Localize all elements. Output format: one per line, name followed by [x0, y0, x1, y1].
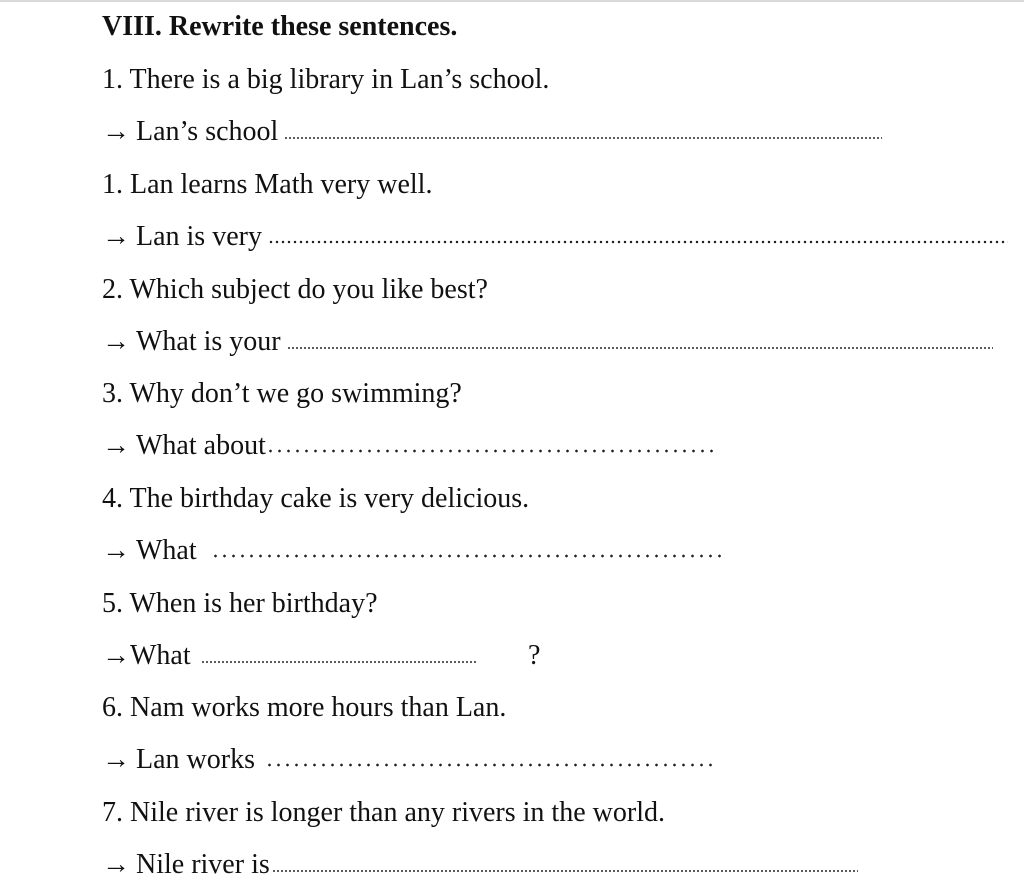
dotted-blank-1[interactable] — [284, 136, 882, 140]
question-mark: ? — [528, 640, 541, 671]
prompt-8: 7. Nile river is longer than any rivers in the world. — [102, 797, 665, 828]
answer-start-3: What is your — [136, 326, 281, 357]
prompt-5: 4. The birthday cake is very delicious. — [102, 483, 530, 514]
dotted-blank-6[interactable] — [201, 660, 477, 664]
prompt-4: 3. Why don’t we go swimming? — [102, 378, 462, 409]
arrow-icon: → — [102, 640, 130, 671]
answer-start-1: Lan’s school — [136, 116, 279, 147]
answer-line-7[interactable] — [102, 742, 717, 778]
dotted-blank-5[interactable] — [211, 553, 727, 559]
dotted-blank-7[interactable] — [265, 762, 717, 768]
answer-line-3[interactable] — [102, 324, 993, 360]
answer-line-2[interactable] — [102, 219, 1024, 255]
answer-start-6: What — [130, 640, 191, 671]
prompt-6: 5. When is her birthday? — [102, 588, 378, 619]
prompt-7: 6. Nam works more hours than Lan. — [102, 692, 507, 723]
arrow-icon: → — [102, 849, 130, 880]
prompt-2: 1. Lan learns Math very well. — [102, 169, 433, 200]
answer-start-2: Lan is very — [136, 221, 262, 252]
answer-line-1[interactable] — [102, 114, 882, 150]
exercise-heading: VIII. Rewrite these sentences. — [102, 11, 458, 42]
arrow-icon: → — [102, 326, 130, 357]
answer-line-5[interactable] — [102, 533, 727, 569]
prompt-3: 2. Which subject do you like best? — [102, 274, 488, 305]
arrow-icon: → — [102, 116, 130, 147]
prompt-1: 1. There is a big library in Lan’s school. — [102, 64, 550, 95]
arrow-icon: → — [102, 535, 130, 566]
answer-start-5: What — [136, 535, 197, 566]
answer-start-7: Lan works — [136, 744, 255, 775]
answer-start-4: What about — [136, 430, 266, 461]
arrow-icon: → — [102, 744, 130, 775]
dotted-blank-8[interactable] — [272, 869, 858, 873]
answer-line-6[interactable] — [102, 638, 477, 674]
arrow-icon: → — [102, 430, 130, 461]
top-border — [0, 0, 1024, 2]
answer-line-4[interactable] — [102, 428, 714, 464]
dotted-blank-3[interactable] — [287, 346, 993, 350]
answer-start-8: Nile river is — [136, 849, 270, 880]
answer-line-8[interactable] — [102, 847, 858, 883]
dotted-blank-2[interactable] — [268, 239, 1008, 245]
arrow-icon: → — [102, 221, 130, 252]
dotted-blank-4[interactable] — [266, 448, 714, 454]
